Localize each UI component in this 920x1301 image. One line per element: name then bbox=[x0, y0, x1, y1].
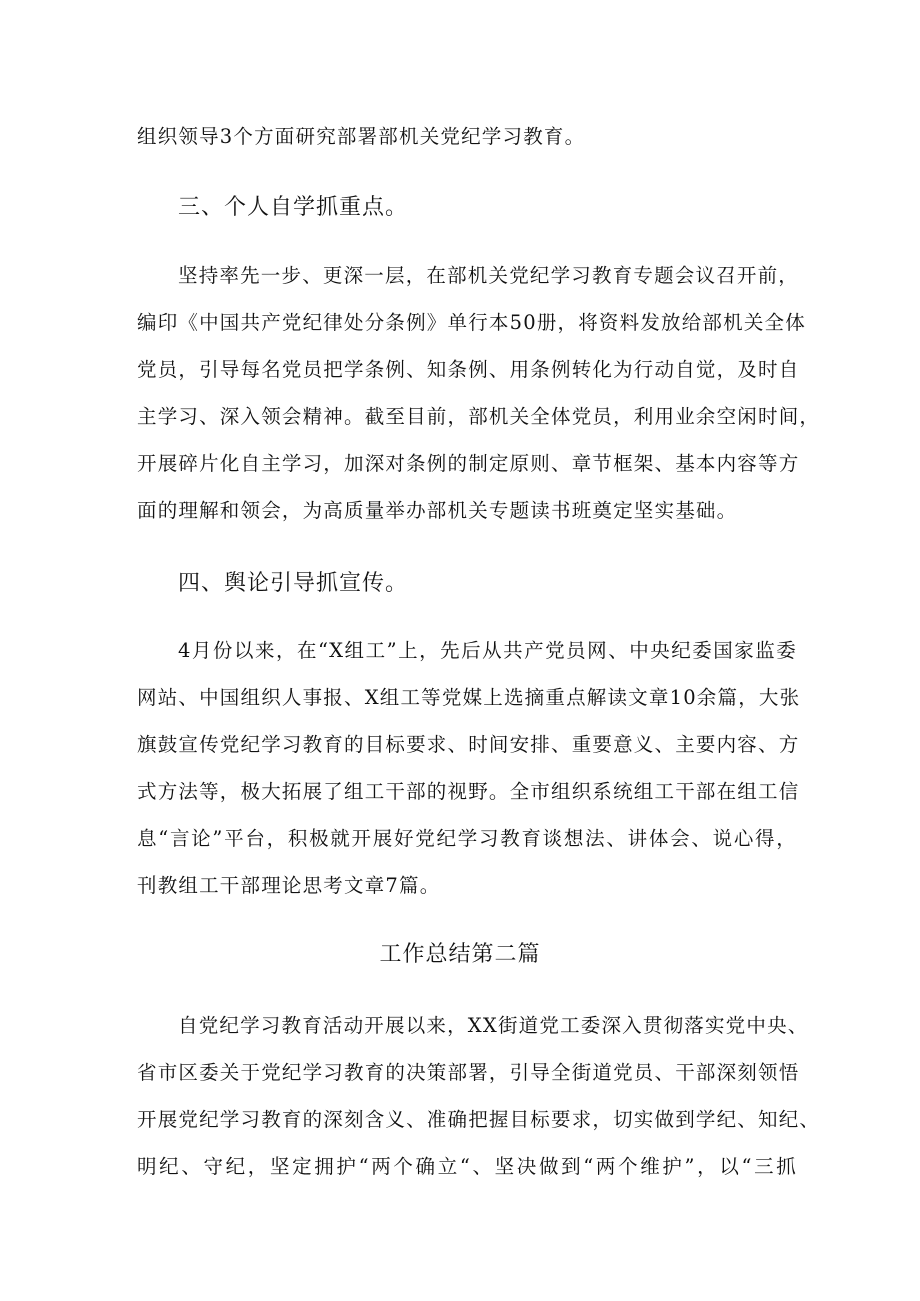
paragraph-line: 旗鼓宣传党纪学习教育的目标要求、时间安排、重要意义、主要内容、方 bbox=[137, 733, 800, 756]
paragraph-line: 主学习、深入领会精神。截至目前，部机关全体党员，利用业余空闲时间， bbox=[137, 405, 821, 428]
paragraph-line: 省市区委关于党纪学习教育的决策部署，引导全街道党员、干部深刻领悟 bbox=[137, 1061, 800, 1084]
paragraph-line: 式方法等，极大拓展了组工干部的视野。全市组织系统组工干部在组工信 bbox=[137, 780, 800, 803]
paragraph-line: 面的理解和领会，为高质量举办部机关专题读书班奠定坚实基础。 bbox=[137, 499, 738, 522]
part-2-title: 工作总结第二篇 bbox=[379, 942, 541, 967]
paragraph-line: 网站、中国组织人事报、X组工等党媒上选摘重点解读文章10余篇，大张 bbox=[137, 686, 801, 709]
paragraph-line: 坚持率先一步、更深一层，在部机关党纪学习教育专题会议召开前， bbox=[178, 264, 800, 287]
paragraph-line: 自党纪学习教育活动开展以来，XX街道党工委深入贯彻落实党中央、 bbox=[178, 1014, 809, 1037]
paragraph-line: 开展党纪学习教育的深刻含义、准确把握目标要求，切实做到学纪、知纪、 bbox=[137, 1108, 821, 1131]
paragraph-line: 编印《中国共产党纪律处分条例》单行本50册，将资料发放给部机关全体 bbox=[137, 311, 806, 334]
paragraph-line: 开展碎片化自主学习，加深对条例的制定原则、章节框架、基本内容等方 bbox=[137, 452, 800, 475]
intro-line: 组织领导3个方面研究部署部机关党纪学习教育。 bbox=[137, 125, 586, 148]
paragraph-line: 党员，引导每名党员把学条例、知条例、用条例转化为行动自觉，及时自 bbox=[137, 358, 800, 381]
paragraph-line: 息“言论”平台，积极就开展好党纪学习教育谈想法、讲体会、说心得， bbox=[137, 827, 797, 850]
paragraph-line: 4月份以来，在“X组工”上，先后从共产党员网、中央纪委国家监委 bbox=[178, 639, 797, 662]
paragraph-line: 刊教组工干部理论思考文章7篇。 bbox=[137, 874, 441, 897]
paragraph-line: 明纪、守纪，坚定拥护“两个确立“、坚决做到“两个维护”，以“三抓 bbox=[137, 1155, 797, 1178]
section-3-heading: 三、个人自学抓重点。 bbox=[178, 195, 409, 220]
section-4-heading: 四、舆论引导抓宣传。 bbox=[178, 571, 409, 596]
